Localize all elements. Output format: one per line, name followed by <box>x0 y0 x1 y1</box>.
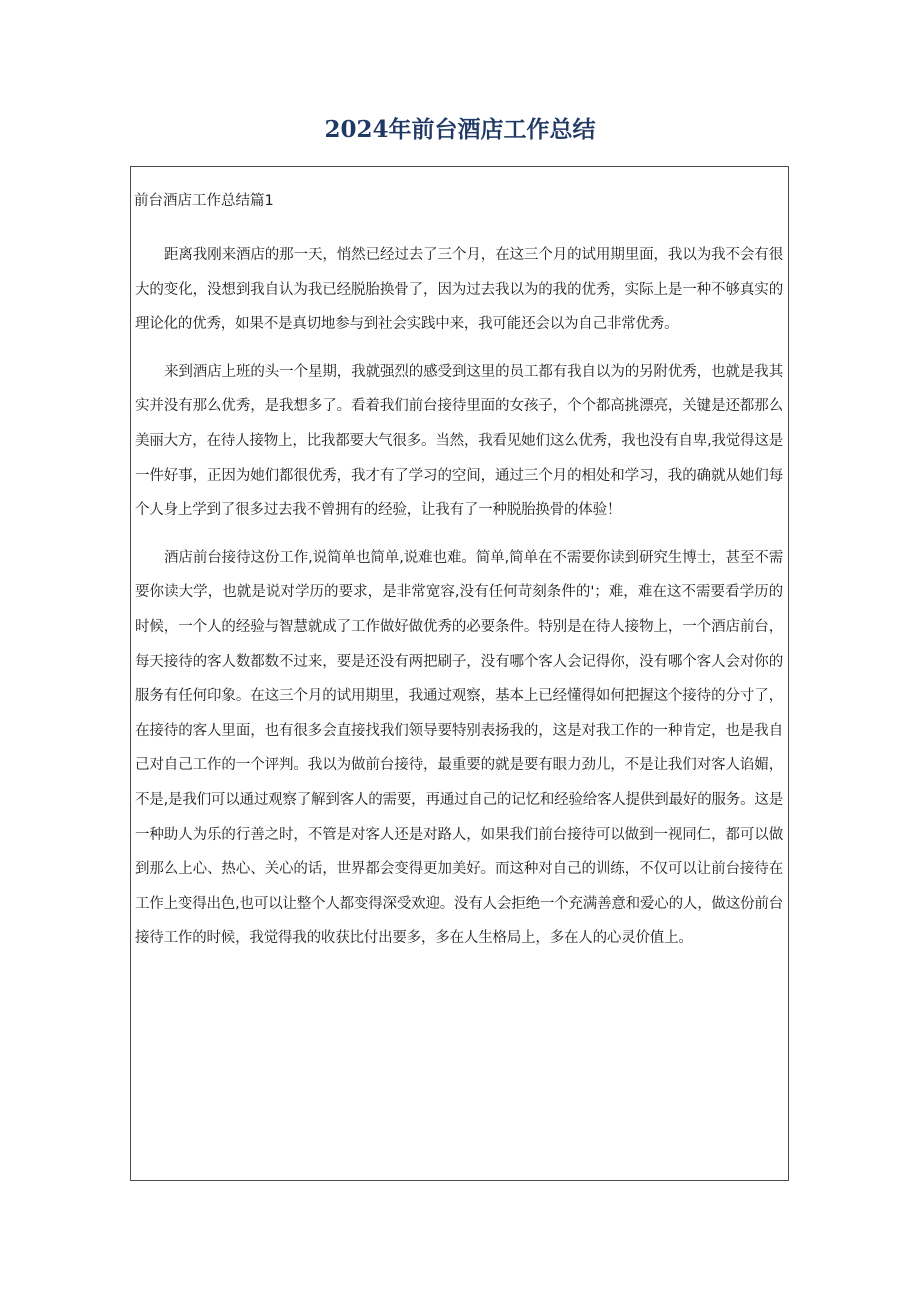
paragraph-2: 来到酒店上班的头一个星期，我就强烈的感受到这里的员工都有我自以为的另附优秀，也就是我其实并没有那么优秀，是我想多了。看着我们前台接待里面的女孩子，个个都高挑漂亮，关键是还都那么美丽大方，在待人接物上，比我都要大气很多。当然，我看见她们这么优秀，我也没有自卑,我觉得这是一件好事，正因为她们都很优秀，我才有了学习的空间，通过三个月的相处和学习，我的确就从她们每个人身上学到了很多过去我不曾拥有的经验，让我有了一种脱胎换骨的体验！ <box>135 363 783 519</box>
paragraph-1: 距离我刚来酒店的那一天，悄然已经过去了三个月，在这三个月的试用期里面，我以为我不会有很大的变化，没想到我自认为我已经脱胎换骨了，因为过去我以为的我的优秀，实际上是一种不够真实的理论化的优秀，如果不是真切地参与到社会实践中来，我可能还会以为自己非常优秀。 <box>135 247 783 333</box>
content-frame <box>130 166 789 1181</box>
paragraph-3: 酒店前台接待这份工作,说简单也简单,说难也难。简单,简单在不需要你读到研究生博士，甚至不需要你读大学，也就是说对学历的要求，是非常宽容,没有任何苛刻条件的'；难，难在这不需要看学历的时候，一个人的经验与智慧就成了工作做好做优秀的必要条件。特别是在待人接物上，一个酒店前台，每天接待的客人数都数不过来，要是还没有两把刷子，没有哪个客人会记得你，没有哪个客人会对你的服务有任何印象。在这三个月的试用期里，我通过观察，基本上已经懂得如何把握这个接待的分寸了，在接待的客人里面，也有很多会直接找我们领导要特别表扬我的，这是对我工作的一种肯定，也是我自己对自己工作的一个评判。我以为做前台接待，最重要的就是要有眼力劲儿，不是让我们对客人谄媚，不是,是我们可以通过观察了解到客人的需要，再通过自己的记忆和经验给客人提供到最好的服务。这是一种助人为乐的行善之时，不管是对客人还是对路人，如果我们前台接待可以做到一视同仁，都可以做到那么上心、热心、关心的话，世界都会变得更加美好。而这种对自己的训练，不仅可以让前台接待在工作上变得出色,也可以让整个人都变得深受欢迎。没有人会拒绝一个充满善意和爱心的人，做这份前台接待工作的时候，我觉得我的收获比付出要多，多在人生格局上，多在人的心灵价值上。 <box>135 549 783 947</box>
document-title: 2024年前台酒店工作总结 <box>324 116 596 143</box>
body-text <box>135 238 783 956</box>
section-heading: 前台酒店工作总结篇1 <box>134 193 274 209</box>
